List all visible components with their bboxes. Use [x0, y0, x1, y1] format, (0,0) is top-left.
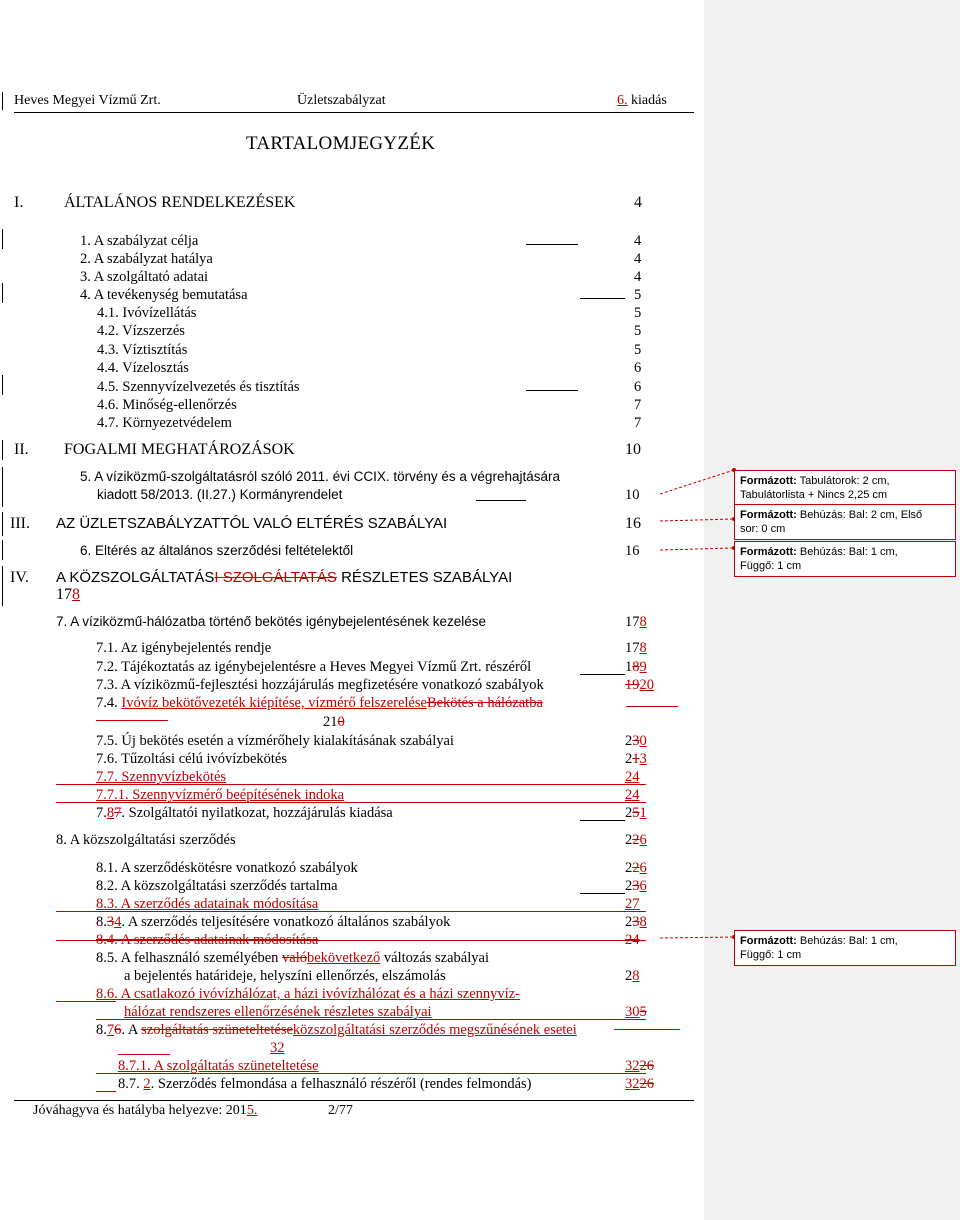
header-edition: 6. kiadás — [617, 93, 667, 108]
toc-item: 4.5. Szennyvízelvezetés és tisztítás — [97, 379, 300, 395]
section-number: III. — [10, 515, 30, 532]
toc-item: 8.7.1. A szolgáltatás szüneteltetése — [118, 1058, 319, 1074]
section-title: ÁLTALÁNOS RENDELKEZÉSEK — [64, 194, 296, 211]
section-page: 178 — [56, 586, 80, 603]
toc-page: 5 — [634, 342, 642, 358]
toc-item: 5. A víziközmű-szolgáltatásról szóló 2011. évi CCIX. törvény és a végrehajtására — [80, 469, 560, 484]
toc-page: 4 — [634, 251, 642, 267]
change-bar — [2, 540, 3, 560]
footer-approved: Jóváhagyva és hatályba helyezve: 2015. — [33, 1103, 258, 1118]
toc-item: 7.7.1. Szennyvízmérő beépítésének indoka — [96, 787, 345, 803]
toc-page: 4 — [634, 269, 642, 285]
toc-item: a bejelentés határideje, helyszíni ellenőrzés, elszámolás — [124, 968, 446, 984]
change-bar — [2, 467, 3, 507]
toc-item: 4. A tevékenység bemutatása — [80, 287, 248, 303]
tab-leader — [476, 500, 526, 501]
toc-item: kiadott 58/2013. (II.27.) Kormányrendelet — [97, 487, 343, 502]
toc-item: 8.2. A közszolgáltatási szerződés tartalma — [96, 878, 338, 894]
toc-page: 28 — [625, 968, 640, 984]
toc-page: 27 — [625, 896, 640, 912]
toc-page: 6 — [634, 360, 642, 376]
toc-item: 3. A szolgáltató adatai — [80, 269, 209, 285]
section-number: IV. — [10, 569, 29, 586]
revision-comment[interactable]: Formázott: Behúzás: Bal: 1 cm, Függő: 1 cm — [734, 541, 956, 577]
toc-page: 24 — [625, 769, 640, 785]
revision-comment[interactable]: Formázott: Behúzás: Bal: 1 cm, Függő: 1 cm — [734, 930, 956, 966]
toc-page: 210 — [323, 714, 345, 730]
tab-leader — [526, 244, 578, 245]
header-rule — [14, 112, 694, 113]
toc-page: 238 — [625, 914, 647, 930]
toc-item: 8.7. 2. Szerződés felmondása a felhasználó részéről (rendes felmondás) — [118, 1076, 532, 1092]
toc-item: 4.1. Ivóvízellátás — [97, 305, 197, 321]
toc-page: 213 — [625, 751, 647, 767]
toc-item: 7.6. Tűzoltási célú ivóvízbekötés — [96, 751, 288, 767]
toc-page: 16 — [625, 543, 640, 559]
toc-item: 7.87. Szolgáltatói nyilatkozat, hozzájárulás kiadása — [96, 805, 393, 821]
toc-item: 8.4. A szerződés adatainak módosítása — [96, 932, 319, 948]
toc-item: 1. A szabályzat célja — [80, 233, 199, 249]
toc-item: 7.1. Az igénybejelentés rendje — [96, 640, 272, 656]
toc-page: 178 — [625, 640, 647, 656]
tab-leader — [526, 390, 578, 391]
toc-item: 7.4. Ivóvíz bekötővezeték kiépítése, vízmérő felszereléseBekötés a hálózatba — [96, 695, 543, 711]
revision-comment[interactable]: Formázott: Behúzás: Bal: 2 cm, Első sor: 0 cm — [734, 504, 956, 540]
toc-page: 3226 — [625, 1058, 654, 1074]
toc-page: 24 — [625, 787, 640, 803]
change-bar — [2, 229, 3, 249]
toc-page: 7 — [634, 397, 642, 413]
toc-item: 4.4. Vízelosztás — [97, 360, 189, 376]
toc-item: 8.1. A szerződéskötésre vonatkozó szabályok — [96, 860, 358, 876]
tab-leader — [118, 1054, 170, 1055]
toc-page: 5 — [634, 305, 642, 321]
toc-page: 230 — [625, 733, 647, 749]
tab-leader — [626, 706, 678, 707]
toc-page: 32 — [270, 1040, 285, 1056]
section-number: II. — [14, 441, 29, 458]
change-bar — [2, 512, 3, 536]
toc-page: 4 — [634, 233, 642, 249]
toc-page: 178 — [625, 614, 647, 630]
toc-item: 6. Eltérés az általános szerződési feltételektől — [80, 543, 354, 558]
toc-item: 7.7. Szennyvízbekötés — [96, 769, 227, 785]
revision-comment[interactable]: Formázott: Tabulátorok: 2 cm, Tabulátorlista + Nincs 2,25 cm — [734, 470, 956, 506]
toc-page: 305 — [625, 1004, 647, 1020]
change-bar — [2, 440, 3, 460]
section-page: 10 — [625, 441, 641, 458]
toc-page: 189 — [625, 659, 647, 675]
tab-leader — [580, 820, 625, 821]
toc-page: 236 — [625, 878, 647, 894]
toc-item: 8.3. A szerződés adatainak módosítása — [96, 896, 319, 912]
toc-page: 226 — [625, 832, 647, 848]
revision-margin — [704, 0, 960, 1220]
toc-page: 7 — [634, 415, 642, 431]
toc-item: 8.34. A szerződés teljesítésére vonatkozó általános szabályok — [96, 914, 451, 930]
section-title: AZ ÜZLETSZABÁLYZATTÓL VALÓ ELTÉRÉS SZABÁLYAI — [56, 515, 448, 532]
toc-item: 7.5. Új bekötés esetén a vízmérőhely kialakításának szabályai — [96, 733, 454, 749]
change-bar — [2, 283, 3, 303]
tab-leader — [580, 893, 625, 894]
footer-rule — [14, 1100, 694, 1101]
toc-page: 6 — [634, 379, 642, 395]
page-title: TARTALOMJEGYZÉK — [246, 133, 436, 154]
toc-item: 4.3. Víztisztítás — [97, 342, 188, 358]
toc-item: 7. A víziközmű-hálózatba történő bekötés igénybejelentésének kezelése — [56, 614, 487, 629]
section-page: 4 — [634, 194, 642, 211]
header-document: Üzletszabályzat — [297, 93, 386, 108]
toc-page: 5 — [634, 287, 642, 303]
toc-item: 2. A szabályzat hatálya — [80, 251, 213, 267]
toc-item: 8.76. A szolgáltatás szüneteltetéseközszolgáltatási szerződés megszűnésének esetei — [96, 1022, 577, 1038]
toc-page: 24 — [625, 932, 640, 948]
tab-leader — [614, 1029, 680, 1030]
toc-item: 8.6. A csatlakozó ivóvízhálózat, a házi ivóvízhálózat és a házi szennyvíz- — [96, 986, 520, 1002]
change-bar — [2, 92, 3, 110]
toc-page: 226 — [625, 860, 647, 876]
toc-item: 4.6. Minőség-ellenőrzés — [97, 397, 237, 413]
section-title: FOGALMI MEGHATÁROZÁSOK — [64, 441, 295, 458]
toc-item: 8. A közszolgáltatási szerződés — [56, 832, 236, 848]
toc-page: 251 — [625, 805, 647, 821]
tab-leader — [96, 1091, 116, 1092]
toc-item: 4.7. Környezetvédelem — [97, 415, 232, 431]
section-number: I. — [14, 194, 24, 211]
toc-item: 7.2. Tájékoztatás az igénybejelentésre a Heves Megyei Vízmű Zrt. részéről — [96, 659, 532, 675]
section-page: 16 — [625, 515, 641, 532]
change-bar — [2, 375, 3, 395]
toc-page: 5 — [634, 323, 642, 339]
toc-page: 1920 — [625, 677, 654, 693]
header-company: Heves Megyei Vízmű Zrt. — [14, 93, 161, 108]
tab-leader — [580, 674, 625, 675]
section-title: A KÖZSZOLGÁLTATÁSI SZOLGÁLTATÁS RÉSZLETES SZABÁLYAI — [56, 569, 513, 586]
toc-item: 7.3. A víziközmű-fejlesztési hozzájárulás megfizetésére vonatkozó szabályok — [96, 677, 544, 693]
footer-page-number: 2/77 — [328, 1103, 353, 1118]
tab-leader — [580, 298, 625, 299]
toc-page: 10 — [625, 487, 640, 503]
tab-leader — [96, 720, 168, 721]
toc-item: 4.2. Vízszerzés — [97, 323, 185, 339]
toc-page: 3226 — [625, 1076, 654, 1092]
toc-item: 8.5. A felhasználó személyében valóbekövetkező változás szabályai — [96, 950, 489, 966]
toc-item: hálózat rendszeres ellenőrzésének részletes szabályai — [124, 1004, 432, 1020]
change-bar — [2, 566, 3, 606]
